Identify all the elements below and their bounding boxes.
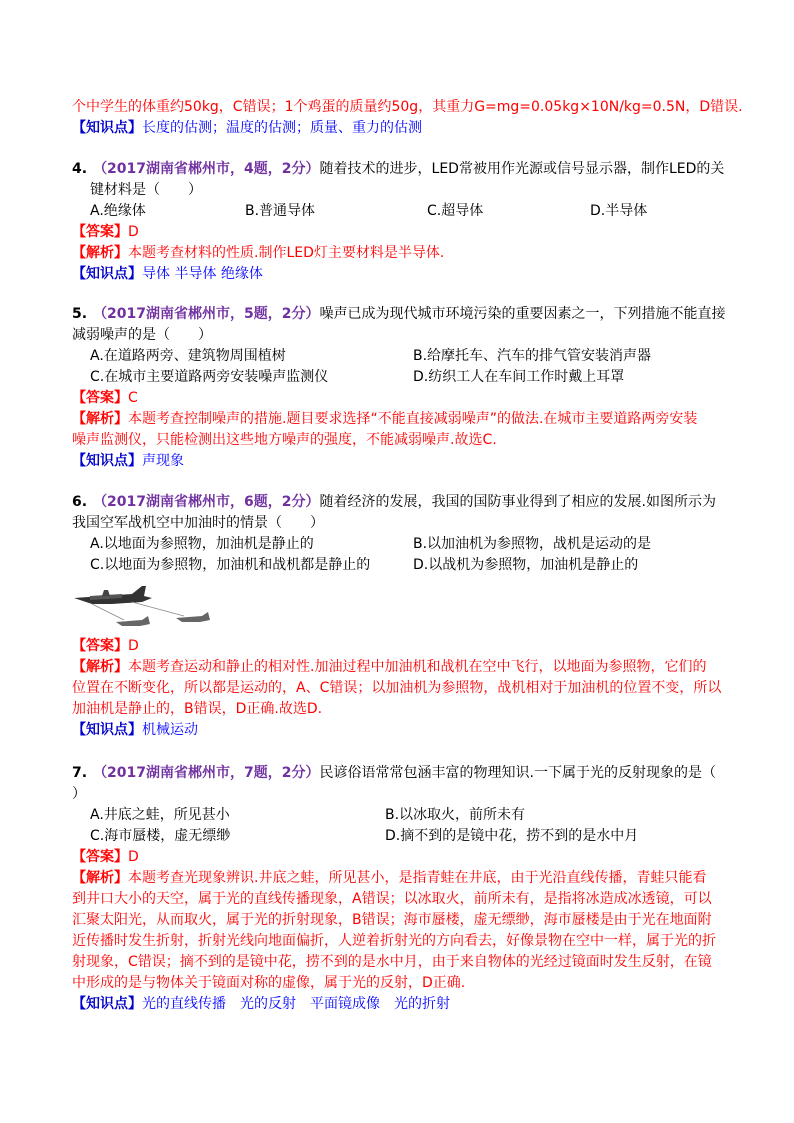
question-number: 7. (72, 765, 88, 781)
question-stem-text: 噪声已成为现代城市环境污染的重要因素之一，下列措施不能直接 (319, 306, 726, 322)
question-source: （2017湖南省郴州市，4题，2分） (93, 161, 320, 177)
answer-line (72, 388, 138, 408)
question-stem-line: 我国空军战机空中加油时的情景（ ） (72, 515, 324, 531)
analysis-line (72, 430, 497, 450)
option-c: C.在城市主要道路两旁安装噪声监测仪 (90, 369, 329, 385)
answer-label: 【答案】 (72, 224, 128, 240)
question-number: 4. (72, 161, 88, 177)
option-d: D.摘不到的是镜中花，捞不到的是水中月 (385, 828, 639, 844)
option-d: D.以战机为参照物，加油机是静止的 (413, 557, 639, 573)
question-stem-line: 键材料是（ ） (90, 182, 202, 198)
analysis-text: 加油机是静止的，B错误，D正确.故选D. (72, 701, 323, 717)
option-a: A.井底之蛙，所见甚小 (90, 807, 230, 823)
question-source: （2017湖南省郴州市，7题，2分） (93, 765, 320, 781)
analysis-label: 【解析】 (72, 870, 128, 886)
analysis-line (72, 952, 712, 972)
analysis-text: 射现象，C错误；摘不到的是镜中花，捞不到的是水中月，由于来自物体的光经过镜面时发生反射，在镜 (72, 954, 712, 970)
analysis-line (72, 973, 465, 993)
question-stem-line (72, 763, 716, 783)
analysis-text: 本题考查材料的性质.制作LED灯主要材料是半导体. (128, 245, 445, 261)
analysis-text: 中形成的是与物体关于镜面对称的虚像，属于光的反射，D正确. (72, 975, 466, 991)
knowledge-label: 【知识点】 (72, 266, 142, 282)
answer-line (72, 847, 139, 867)
knowledge-line (72, 720, 198, 740)
analysis-line (72, 868, 706, 888)
knowledge-label: 【知识点】 (72, 453, 142, 469)
option-d: D.半导体 (590, 203, 648, 219)
option-c: C.以地面为参照物，加油机和战机都是静止的 (90, 557, 371, 573)
answer-label: 【答案】 (72, 849, 128, 865)
question-source: （2017湖南省郴州市，6题，2分） (93, 494, 320, 510)
analysis-text: 到井口大小的天空，属于光的直线传播现象，A错误；以冰取火，前所未有，是指将冰造成冰透镜，可以 (72, 891, 712, 907)
option-b: B.给摩托车、汽车的排气管安装消声器 (413, 348, 652, 364)
analysis-label: 【解析】 (72, 659, 128, 675)
analysis-text: 本题考查运动和静止的相对性.加油过程中加油机和战机在空中飞行，以地面为参照物，它们的 (128, 659, 707, 675)
knowledge-line (72, 264, 263, 284)
answer-value: C (128, 390, 138, 406)
knowledge-text: 长度的估测；温度的估测；质量、重力的估测 (142, 120, 422, 136)
knowledge-text: 光的直线传播 光的反射 平面镜成像 光的折射 (142, 996, 450, 1012)
question-stem-text: 随着技术的进步，LED常被用作光源或信号显示器，制作LED的关 (319, 161, 725, 177)
knowledge-label: 【知识点】 (72, 120, 142, 136)
option-b: B.普通导体 (245, 203, 316, 219)
question-stem-line (72, 159, 724, 179)
answer-label: 【答案】 (72, 638, 128, 654)
analysis-text: 汇聚太阳光，从而取火，属于光的折射现象，B错误；海市蜃楼，虚无缥缈，海市蜃楼是由于光在地面附 (72, 912, 712, 928)
question-source: （2017湖南省郴州市，5题，2分） (93, 306, 320, 322)
answer-line (72, 636, 139, 656)
knowledge-label: 【知识点】 (72, 722, 142, 738)
knowledge-line (72, 994, 450, 1014)
analysis-label: 【解析】 (72, 411, 128, 427)
analysis-line (72, 910, 712, 930)
question-stem-line: 减弱噪声的是（ ） (72, 327, 212, 343)
analysis-text: 近传播时发生折射，折射光线向地面偏折，人逆着折射光的方向看去，好像景物在空中一样，属于光的折 (72, 933, 716, 949)
option-a: A.绝缘体 (90, 203, 146, 219)
question-stem-text: 民谚俗语常常包涵丰富的物理知识.一下属于光的反射现象的是（ (319, 765, 716, 781)
analysis-line (72, 699, 322, 719)
question-stem-line (72, 304, 726, 324)
answer-value: D (128, 638, 139, 654)
knowledge-line (72, 451, 184, 471)
option-b: B.以冰取火，前所未有 (385, 807, 526, 823)
question-stem-line: ） (72, 786, 86, 802)
analysis-line (72, 678, 721, 698)
analysis-text: 位置在不断变化，所以都是运动的，A、C错误；以加油机为参照物，战机相对于加油机的位置不变，所以 (72, 680, 722, 696)
question-number: 6. (72, 494, 88, 510)
analysis-line (72, 243, 444, 263)
analysis-text: 本题考查光现象辨识.井底之蛙，所见甚小，是指青蛙在井底，由于光沿直线传播，青蛙只能看 (128, 870, 707, 886)
question-stem-text: 随着经济的发展，我国的国防事业得到了相应的发展.如图所示为 (319, 494, 716, 510)
answer-value: D (128, 849, 139, 865)
analysis-continuation: 个中学生的体重约50kg，C错误；1个鸡蛋的质量约50g，其重力G=mg=0.05kg×10N/kg=0.5N，D错误. (72, 99, 743, 115)
option-d: D.纺织工人在车间工作时戴上耳罩 (413, 369, 625, 385)
option-a: A.在道路两旁、建筑物周围植树 (90, 348, 286, 364)
analysis-line (72, 409, 697, 429)
analysis-line (72, 889, 712, 909)
knowledge-line (72, 118, 422, 138)
answer-label: 【答案】 (72, 390, 128, 406)
analysis-line (72, 931, 716, 951)
answer-line (72, 222, 139, 242)
analysis-text: 本题考查控制噪声的措施.题目要求选择“不能直接减弱噪声”的做法.在城市主要道路两旁安装 (128, 411, 698, 427)
aerial-refueling-image (72, 582, 220, 634)
analysis-line (72, 657, 706, 677)
question-stem-line (72, 492, 716, 512)
option-a: A.以地面为参照物，加油机是静止的 (90, 536, 314, 552)
answer-value: D (128, 224, 139, 240)
knowledge-text: 机械运动 (142, 722, 198, 738)
option-c: C.超导体 (427, 203, 484, 219)
analysis-text: 噪声监测仪，只能检测出这些地方噪声的强度，不能减弱噪声.故选C. (72, 432, 497, 448)
question-number: 5. (72, 306, 88, 322)
knowledge-label: 【知识点】 (72, 996, 142, 1012)
option-b: B.以加油机为参照物，战机是运动的是 (413, 536, 652, 552)
knowledge-text: 声现象 (142, 453, 184, 469)
knowledge-text: 导体 半导体 绝缘体 (142, 266, 263, 282)
analysis-label: 【解析】 (72, 245, 128, 261)
option-c: C.海市蜃楼，虚无缥缈 (90, 828, 231, 844)
